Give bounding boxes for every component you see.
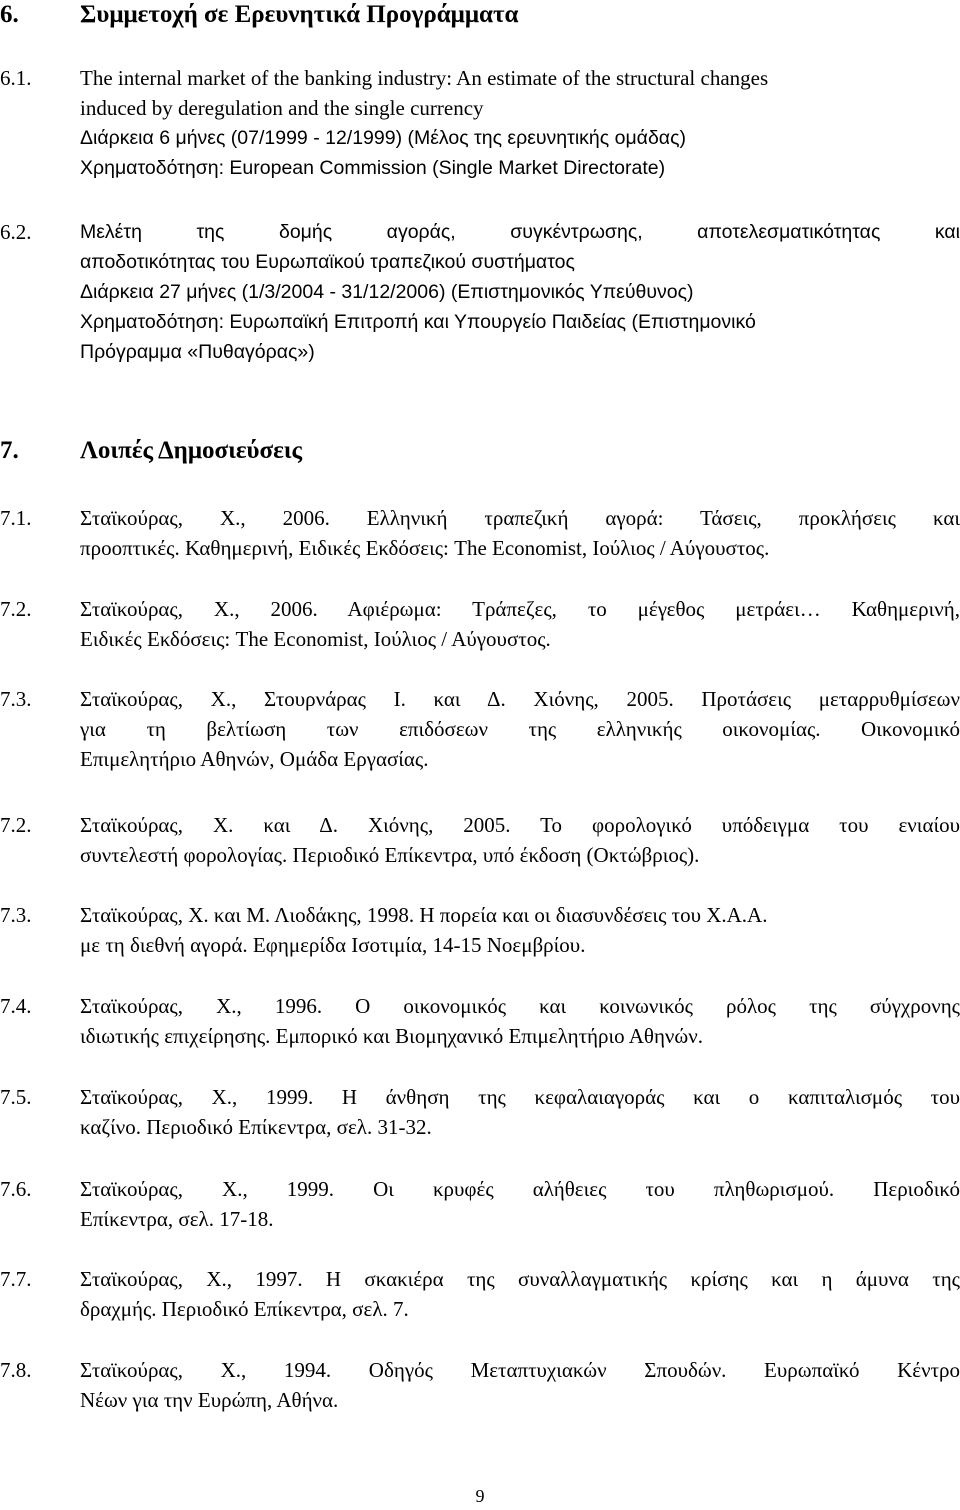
item-line: Σταϊκούρας, Χ., 1994. Οδηγός Μεταπτυχιακών Σπουδών. Ευρωπαϊκό Κέντρο bbox=[80, 1358, 960, 1382]
item-line: καζίνο. Περιοδικό Επίκεντρα, σελ. 31-32. bbox=[80, 1115, 432, 1139]
item-line: Διάρκεια 6 μήνες (07/1999 - 12/1999) (Μέλος της ερευνητικής ομάδας) bbox=[80, 127, 686, 149]
item-line: Σταϊκούρας, Χ., 2006. Αφιέρωμα: Τράπεζες, το μέγεθος μετράει… Καθημερινή, bbox=[80, 597, 960, 621]
item-number: 6.2. bbox=[0, 220, 32, 244]
section-6-heading bbox=[0, 0, 518, 30]
item-line: Νέων για την Ευρώπη, Αθήνα. bbox=[80, 1388, 339, 1412]
item-line: Σταϊκούρας, Χ. και Μ. Λιοδάκης, 1998. Η πορεία και οι διασυνδέσεις του Χ.Α.Α. bbox=[80, 903, 768, 927]
item-line: Σταϊκούρας, Χ., 1997. Η σκακιέρα της συναλλαγματικής κρίσης και η άμυνα της bbox=[80, 1267, 960, 1291]
publication-item bbox=[0, 900, 960, 960]
publication-item bbox=[0, 684, 960, 774]
publication-item bbox=[0, 1174, 960, 1234]
publication-item bbox=[0, 1355, 960, 1415]
item-line: Σταϊκούρας, Χ., 1999. Οι κρυφές αλήθειες του πληθωρισμού. Περιοδικό bbox=[80, 1177, 960, 1201]
item-line: Σταϊκούρας, Χ., Στουρνάρας Ι. και Δ. Χιόνης, 2005. Προτάσεις μεταρρυθμίσεων bbox=[80, 687, 960, 711]
item-line: induced by deregulation and the single currency bbox=[80, 96, 484, 120]
section-7-heading bbox=[0, 436, 302, 466]
item-line: Σταϊκούρας, Χ., 2006. Ελληνική τραπεζική αγορά: Τάσεις, προκλήσεις και bbox=[80, 506, 960, 530]
publication-item bbox=[0, 1264, 960, 1324]
item-line: αποδοτικότητας του Ευρωπαϊκού τραπεζικού συστήματος bbox=[80, 251, 575, 273]
item-number: 7.4. bbox=[0, 994, 32, 1018]
item-number: 7.3. bbox=[0, 687, 32, 711]
item-line: Ειδικές Εκδόσεις: The Economist, Ιούλιος / Αύγουστος. bbox=[80, 627, 551, 651]
item-line: Επιμελητήριο Αθηνών, Ομάδα Εργασίας. bbox=[80, 747, 429, 771]
item-line: Χρηματοδότηση: Ευρωπαϊκή Επιτροπή και Υπουργείο Παιδείας (Επιστημονικό bbox=[80, 311, 756, 333]
item-number: 7.5. bbox=[0, 1085, 32, 1109]
item-number: 7.8. bbox=[0, 1358, 32, 1382]
item-line: Χρηματοδότηση: European Commission (Single Market Directorate) bbox=[80, 157, 666, 179]
publication-item bbox=[0, 1082, 960, 1142]
item-number: 7.2. bbox=[0, 813, 32, 837]
item-number: 7.7. bbox=[0, 1267, 32, 1291]
publication-item bbox=[0, 810, 960, 870]
item-line: ιδιωτικής επιχείρησης. Εμπορικό και Βιομηχανικό Επιμελητήριο Αθηνών. bbox=[80, 1024, 703, 1048]
item-line: Σταϊκούρας, Χ., 1996. Ο οικονομικός και κοινωνικός ρόλος της σύγχρονης bbox=[80, 994, 960, 1018]
item-number: 7.6. bbox=[0, 1177, 32, 1201]
item-line: Επίκεντρα, σελ. 17-18. bbox=[80, 1207, 274, 1231]
item-line: The internal market of the banking industry: An estimate of the structural changes bbox=[80, 66, 769, 90]
item-line: δραχμής. Περιοδικό Επίκεντρα, σελ. 7. bbox=[80, 1297, 409, 1321]
item-line: Πρόγραμμα «Πυθαγόρας») bbox=[80, 341, 315, 363]
item-line: Διάρκεια 27 μήνες (1/3/2004 - 31/12/2006) (Επιστημονικός Υπεύθυνος) bbox=[80, 281, 694, 303]
item-line: συντελεστή φορολογίας. Περιοδικό Επίκεντρα, υπό έκδοση (Οκτώβριος). bbox=[80, 843, 700, 867]
page-number: 9 bbox=[475, 1486, 485, 1506]
item-number: 6.1. bbox=[0, 66, 32, 90]
item-line: με τη διεθνή αγορά. Εφημερίδα Ισοτιμία, 14-15 Νοεμβρίου. bbox=[80, 933, 586, 957]
item-number: 7.1. bbox=[0, 506, 32, 530]
section-6-number: 6. bbox=[0, 1, 19, 28]
item-line: Σταϊκούρας, Χ., 1999. Η άνθηση της κεφαλαιαγοράς και ο καπιταλισμός του bbox=[80, 1085, 960, 1109]
item-number: 7.2. bbox=[0, 597, 32, 621]
research-program-6-2 bbox=[0, 217, 960, 367]
item-line: Σταϊκούρας, Χ. και Δ. Χιόνης, 2005. Το φορολογικό υπόδειγμα του ενιαίου bbox=[80, 813, 960, 837]
publication-item bbox=[0, 503, 960, 563]
section-6-title: Συμμετοχή σε Ερευνητικά Προγράμματα bbox=[80, 1, 519, 28]
section-7-title: Λοιπές Δημοσιεύσεις bbox=[80, 437, 303, 464]
publication-item bbox=[0, 991, 960, 1051]
section-7-number: 7. bbox=[0, 437, 19, 464]
item-number: 7.3. bbox=[0, 903, 32, 927]
item-line: για τη βελτίωση των επιδόσεων της ελληνικής οικονομίας. Οικονομικό bbox=[80, 717, 960, 741]
publication-item bbox=[0, 594, 960, 654]
item-line: Μελέτη της δομής αγοράς, συγκέντρωσης, αποτελεσματικότητας και bbox=[80, 221, 960, 243]
item-line: προοπτικές. Καθημερινή, Ειδικές Εκδόσεις: The Economist, Ιούλιος / Αύγουστος. bbox=[80, 536, 770, 560]
research-program-6-1 bbox=[0, 63, 960, 183]
